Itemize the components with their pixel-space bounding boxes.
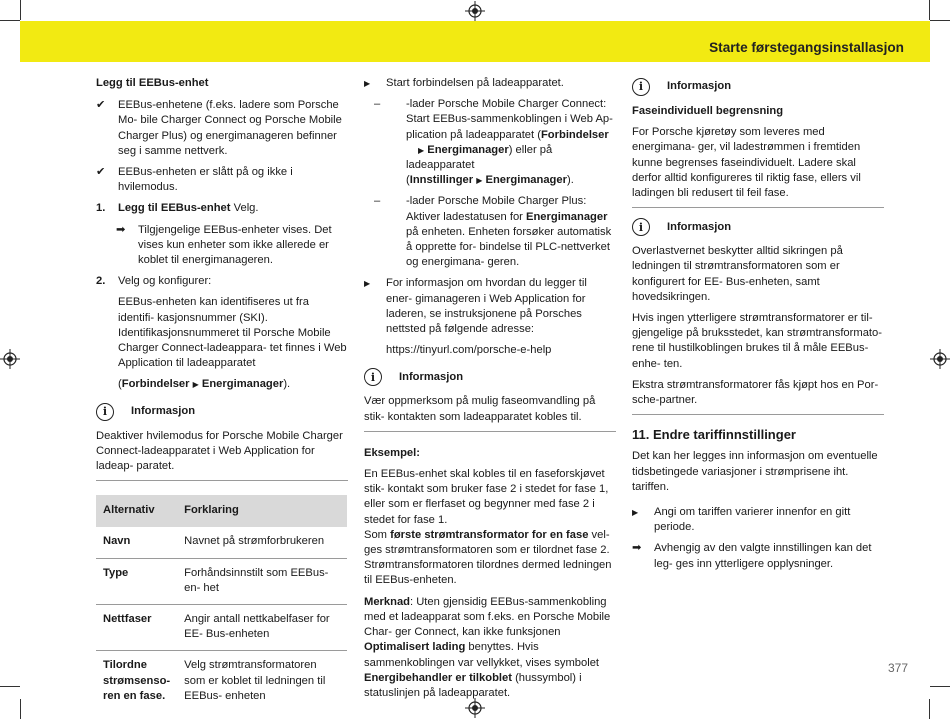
info-text: Hvis ingen ytterligere strømtransformatorer er til- gjengelige på bruksstedet, kan strømtransformato- rene til hustilkoblingen brukes til å måle EEBus-enhe- ten. (632, 312, 882, 370)
example-text: Som første strømtransformator for en fase vel- ges strømtransformatoren som er tilordnet fase 2. Strømtransformatoren tilordnes dermed ledningen til EEBus-enheten. (364, 528, 612, 587)
table-header-row (96, 495, 347, 527)
section-title: Starte førstegangsinstallasjon (709, 40, 904, 55)
arrow-right-icon: ➡ (632, 542, 642, 555)
registration-mark-icon (0, 349, 20, 369)
info-text: Vær oppmerksom på mulig faseomvandling på stik- kontakten som ladeapparatet kobles til. (364, 395, 596, 423)
info-heading: i Informasjon (632, 78, 884, 96)
triangle-right-icon: ▶ (364, 79, 371, 88)
column-left (96, 76, 348, 712)
crop-mark (930, 686, 950, 687)
heading: Legg til EEBus-enhet (96, 77, 209, 89)
note-text: Merknad: Uten gjensidig EEBus-sammenkobling med et ladeapparat som f.eks. en Porsche Mobile Char- ger Connect, kan ikke funksjonen Optimalisert lading benyttes. Hvis sammenkoblingen var vellykket, vises symbolet Energibehandler er tilkoblet (hussymbol) i statuslinjen på ladeapparatet. (364, 595, 611, 699)
triangle-right-icon: ▶ (364, 279, 371, 289)
action-item: ▶ Start forbindelsen på ladeapparatet. (364, 76, 616, 91)
crop-mark (929, 0, 930, 20)
menu-path: (Forbindelser ▶ Energimanager). (118, 378, 291, 391)
action-item: ▶ For informasjon om hvordan du legger til ener- gimanageren i Web Application for laderen, se instruksjonene på Porsches nettsted på følgende adresse: (364, 277, 587, 336)
crop-mark (930, 20, 950, 21)
triangle-right-icon: ▶ (192, 380, 199, 390)
info-subheading: Faseindividuell begrensning (632, 105, 784, 117)
crop-mark (0, 686, 20, 687)
column-right (632, 76, 884, 578)
table-row (96, 527, 347, 558)
section-text: Det kan her legges inn informasjon om eventuelle tidsbetingede variasjoner i strømprisene iht. tariffen. (632, 450, 878, 493)
section-heading: 11. Endre tariffinnstillinger (632, 427, 796, 443)
crop-mark (0, 20, 20, 21)
crop-mark (20, 0, 21, 20)
info-icon: i (632, 218, 650, 236)
info-heading: i Informasjon (96, 403, 348, 421)
options-table (96, 495, 347, 712)
example-heading: Eksempel: (364, 446, 420, 459)
info-heading: i Informasjon (632, 218, 884, 236)
table-row (96, 605, 347, 651)
prerequisite: ✔ EEBus-enheten er slått på og ikke i hvilemodus. (96, 166, 293, 194)
checkmark-icon: ✔ (96, 99, 106, 112)
registration-mark-icon (465, 1, 485, 21)
divider (632, 207, 884, 208)
step-2-text: EEBus-enheten kan identifiseres ut fra identifi- kasjonsnummer (SKI). Identifikasjonsnummeret til Porsche Mobile Charger Connect-ladeappara- tet finnes i Web Application til ladeapparatet (118, 296, 347, 370)
registration-mark-icon (930, 349, 950, 369)
column-header: Forklaring (177, 495, 347, 527)
table-cell: Angir antall nettkabelfaser for EE- Bus-enheten (177, 605, 347, 651)
table-cell: Type (96, 558, 177, 604)
info-text: Ekstra strømtransformatorer fås kjøpt hos en Por- sche-partner. (632, 378, 879, 407)
page-header (20, 21, 930, 62)
checkmark-icon: ✔ (96, 166, 106, 179)
step-2: 2. Velg og konfigurer: (96, 275, 212, 288)
column-middle (364, 76, 616, 707)
info-text: Deaktiver hvilemodus for Porsche Mobile Charger Connect-ladeapparatet i Web Application for ladeap- paratet. (96, 429, 343, 473)
table-cell: Navn (96, 527, 177, 558)
table-cell: Nettfaser (96, 605, 177, 651)
divider (96, 480, 348, 481)
action-item: ▶ Angi om tariffen varierer innenfor en gitt periode. (632, 506, 851, 534)
info-icon: i (364, 368, 382, 386)
dash-item: – -lader Porsche Mobile Charger Connect: Start EEBus-sammenkoblingen i Web Ap- plication på ladeapparatet (Forbindelser ▶ Energimanager) eller på ladeapparatet (Innstillinger ▶ Energimanager). (374, 98, 613, 187)
result-item: ➡ Avhengig av den valgte innstillingen kan det leg- ges inn ytterligere opplysninger. (632, 542, 872, 570)
crop-mark (929, 699, 930, 719)
triangle-right-icon: ▶ (418, 145, 425, 155)
triangle-right-icon: ▶ (476, 176, 483, 186)
table-cell: Tilordne strømsenso- ren en fase. (103, 659, 171, 702)
table-cell: Velg strømtransformatoren som er koblet til ledningen til EEBus- enheten (184, 659, 326, 702)
info-icon: i (632, 78, 650, 96)
info-icon: i (96, 403, 114, 421)
table-row (96, 558, 347, 604)
info-text: Overlastvernet beskytter alltid sikringen på ledningen til strømtransformatoren som er konfigurert for EE- Bus-enheten, samt hovedsikringen. (632, 245, 843, 303)
info-heading: i Informasjon (364, 368, 616, 386)
table-cell: Navnet på strømforbrukeren (177, 527, 347, 558)
divider (364, 431, 616, 432)
prerequisite: ✔ EEBus-enhetene (f.eks. ladere som Porsche Mo- bile Charger Connect og Porsche Mobile Charger Plus) og energimanageren befinner seg i samme nettverk. (96, 99, 342, 157)
divider (632, 414, 884, 415)
arrow-right-icon: ➡ (116, 223, 126, 236)
info-text: For Porsche kjøretøy som leveres med energimana- ger, vil ladestrømmen i fremtiden kunne begrenses faseindividuelt. Ladere skal derfor alltid konfigureres til riktig fase, ellers vil ladingen bli redusert til feil fase. (632, 126, 861, 200)
step-1: 1. Legg til EEBus-enhet Velg. (96, 202, 259, 215)
triangle-right-icon: ▶ (632, 508, 639, 518)
column-header: Alternativ (96, 495, 177, 527)
table-cell: Forhåndsinnstilt som EEBus-en- het (177, 558, 347, 604)
example-text: En EEBus-enhet skal kobles til en faseforskjøvet stik- kontakt som bruker fase 2 i stedet for fase 1, eller som er flerfaset og begynner med fase 2 i stedet for fase 1. (364, 468, 609, 526)
help-url[interactable]: https://tinyurl.com/porsche-e-help (386, 344, 552, 357)
page-number: 377 (887, 661, 908, 675)
dash-item: – -lader Porsche Mobile Charger Plus: Aktiver ladestatusen for Energimanager på enheten. Enheten forsøker automatisk å opprette for- bindelse til PLC-nettverket og energimana- geren. (374, 195, 612, 269)
step-result: ➡ Tilgjengelige EEBus-enheter vises. Det vises kun enheter som ikke allerede er koblet til energimanageren. (116, 223, 332, 267)
crop-mark (20, 699, 21, 719)
table-row (96, 651, 347, 712)
